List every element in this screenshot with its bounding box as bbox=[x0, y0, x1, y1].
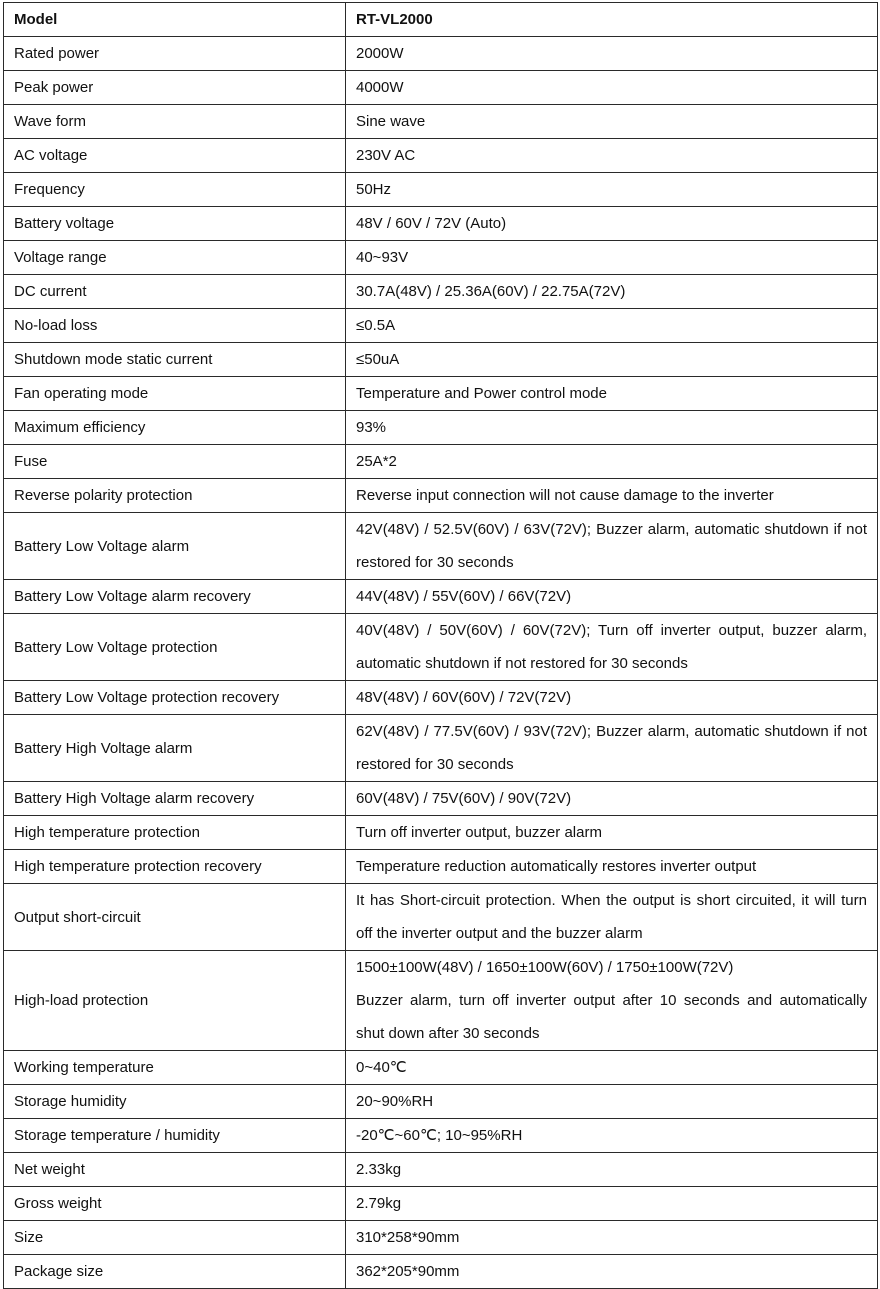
table-row bbox=[4, 1153, 878, 1187]
row-label: Net weight bbox=[4, 1153, 346, 1187]
row-value bbox=[346, 71, 878, 105]
row-label: Voltage range bbox=[4, 241, 346, 275]
row-value-line: 44V(48V) / 55V(60V) / 66V(72V) bbox=[356, 588, 572, 605]
table-row bbox=[4, 1051, 878, 1085]
table-row bbox=[4, 850, 878, 884]
row-value-line: 48V(48V) / 60V(60V) / 72V(72V) bbox=[356, 689, 572, 706]
row-value-line: 48V / 60V / 72V (Auto) bbox=[356, 215, 507, 232]
table-row bbox=[4, 1255, 878, 1289]
row-label: Reverse polarity protection bbox=[4, 479, 346, 513]
row-value bbox=[346, 614, 878, 681]
row-value-line: Reverse input connection will not cause damage to the inverter bbox=[356, 487, 774, 504]
row-value-line: Temperature and Power control mode bbox=[356, 385, 607, 402]
row-value bbox=[346, 1221, 878, 1255]
row-label: Rated power bbox=[4, 37, 346, 71]
row-value bbox=[346, 1187, 878, 1221]
table-row bbox=[4, 782, 878, 816]
row-value bbox=[346, 105, 878, 139]
row-value-line: 93% bbox=[356, 419, 387, 436]
row-label: Working temperature bbox=[4, 1051, 346, 1085]
row-label: Shutdown mode static current bbox=[4, 343, 346, 377]
table-row bbox=[4, 377, 878, 411]
row-label: Battery High Voltage alarm recovery bbox=[4, 782, 346, 816]
row-label: Gross weight bbox=[4, 1187, 346, 1221]
row-label: Battery Low Voltage protection bbox=[4, 614, 346, 681]
row-value bbox=[346, 884, 878, 951]
row-value bbox=[346, 309, 878, 343]
table-row bbox=[4, 343, 878, 377]
table-row bbox=[4, 105, 878, 139]
table-row bbox=[4, 1119, 878, 1153]
row-label: Wave form bbox=[4, 105, 346, 139]
row-label: Fuse bbox=[4, 445, 346, 479]
row-value-line: 2.79kg bbox=[356, 1195, 402, 1212]
row-value-line: 40V(48V) / 50V(60V) / 60V(72V); Turn off inverter output, buzzer alarm, automatic shutdown if not restored for 30 seconds bbox=[356, 622, 867, 672]
row-label: High temperature protection bbox=[4, 816, 346, 850]
row-label: Battery Low Voltage protection recovery bbox=[4, 681, 346, 715]
row-value-line: 4000W bbox=[356, 79, 404, 96]
row-value-line: 230V AC bbox=[356, 147, 416, 164]
table-row bbox=[4, 309, 878, 343]
row-value-line: ≤0.5A bbox=[356, 317, 396, 334]
table-row bbox=[4, 1085, 878, 1119]
row-value bbox=[346, 343, 878, 377]
row-label: High temperature protection recovery bbox=[4, 850, 346, 884]
header-value: RT-VL2000 bbox=[346, 3, 878, 37]
row-label: Maximum efficiency bbox=[4, 411, 346, 445]
row-label: High-load protection bbox=[4, 951, 346, 1051]
table-row bbox=[4, 411, 878, 445]
row-label: Frequency bbox=[4, 173, 346, 207]
table-row bbox=[4, 479, 878, 513]
row-value bbox=[346, 411, 878, 445]
row-value bbox=[346, 241, 878, 275]
row-label: Fan operating mode bbox=[4, 377, 346, 411]
table-row bbox=[4, 715, 878, 782]
row-value bbox=[346, 1153, 878, 1187]
table-row bbox=[4, 513, 878, 580]
row-value bbox=[346, 513, 878, 580]
row-label: Battery Low Voltage alarm recovery bbox=[4, 580, 346, 614]
row-value bbox=[346, 681, 878, 715]
row-label: Storage temperature / humidity bbox=[4, 1119, 346, 1153]
row-value-line: 62V(48V) / 77.5V(60V) / 93V(72V); Buzzer alarm, automatic shutdown if not restored for 30 seconds bbox=[356, 723, 867, 773]
row-label: Battery High Voltage alarm bbox=[4, 715, 346, 782]
row-value bbox=[346, 139, 878, 173]
table-row bbox=[4, 1187, 878, 1221]
row-value bbox=[346, 816, 878, 850]
row-label: Output short-circuit bbox=[4, 884, 346, 951]
table-row bbox=[4, 681, 878, 715]
row-value bbox=[346, 1051, 878, 1085]
table-row bbox=[4, 445, 878, 479]
table-row bbox=[4, 614, 878, 681]
row-value-line: 60V(48V) / 75V(60V) / 90V(72V) bbox=[356, 790, 572, 807]
table-row bbox=[4, 951, 878, 1051]
row-value-line: 2.33kg bbox=[356, 1161, 402, 1178]
row-value-line: 20~90%RH bbox=[356, 1093, 434, 1110]
row-label: Battery Low Voltage alarm bbox=[4, 513, 346, 580]
row-value-line: 1500±100W(48V) / 1650±100W(60V) / 1750±100W(72V) bbox=[356, 959, 734, 976]
row-label: Storage humidity bbox=[4, 1085, 346, 1119]
table-row bbox=[4, 241, 878, 275]
row-value bbox=[346, 1119, 878, 1153]
row-value-line: It has Short-circuit protection. When the output is short circuited, it will turn off the inverter output and the buzzer alarm bbox=[356, 892, 867, 942]
table-row bbox=[4, 173, 878, 207]
table-row bbox=[4, 580, 878, 614]
row-value bbox=[346, 377, 878, 411]
row-label: Package size bbox=[4, 1255, 346, 1289]
row-label: No-load loss bbox=[4, 309, 346, 343]
row-value-line: 40~93V bbox=[356, 249, 409, 266]
table-header-row bbox=[4, 3, 878, 37]
row-value bbox=[346, 37, 878, 71]
row-label: Battery voltage bbox=[4, 207, 346, 241]
row-value bbox=[346, 782, 878, 816]
row-value bbox=[346, 207, 878, 241]
row-value-line: 362*205*90mm bbox=[356, 1263, 460, 1280]
row-value-line: Turn off inverter output, buzzer alarm bbox=[356, 824, 602, 841]
row-value bbox=[346, 715, 878, 782]
row-label: AC voltage bbox=[4, 139, 346, 173]
spec-table bbox=[3, 2, 878, 1289]
row-value bbox=[346, 1085, 878, 1119]
row-value-line: 42V(48V) / 52.5V(60V) / 63V(72V); Buzzer alarm, automatic shutdown if not restored for 30 seconds bbox=[356, 521, 867, 571]
row-value bbox=[346, 951, 878, 1051]
table-row bbox=[4, 1221, 878, 1255]
row-value-line: 310*258*90mm bbox=[356, 1229, 460, 1246]
header-label: Model bbox=[4, 3, 346, 37]
table-row bbox=[4, 275, 878, 309]
row-value-line: 50Hz bbox=[356, 181, 392, 198]
row-value bbox=[346, 580, 878, 614]
row-value-line: ≤50uA bbox=[356, 351, 400, 368]
row-value-line: 25A*2 bbox=[356, 453, 397, 470]
row-value bbox=[346, 445, 878, 479]
row-value-line: 0~40℃ bbox=[356, 1059, 407, 1076]
row-value bbox=[346, 173, 878, 207]
row-value-line: 30.7A(48V) / 25.36A(60V) / 22.75A(72V) bbox=[356, 283, 626, 300]
table-row bbox=[4, 207, 878, 241]
row-label: Peak power bbox=[4, 71, 346, 105]
row-value bbox=[346, 850, 878, 884]
row-value-line: Temperature reduction automatically restores inverter output bbox=[356, 858, 757, 875]
row-label: Size bbox=[4, 1221, 346, 1255]
table-row bbox=[4, 139, 878, 173]
table-row bbox=[4, 37, 878, 71]
row-value-line: 2000W bbox=[356, 45, 404, 62]
table-row bbox=[4, 71, 878, 105]
row-value-line: Sine wave bbox=[356, 113, 426, 130]
row-value bbox=[346, 1255, 878, 1289]
row-value bbox=[346, 479, 878, 513]
row-value-line: -20℃~60℃; 10~95%RH bbox=[356, 1127, 523, 1144]
table-row bbox=[4, 816, 878, 850]
row-value-line: Buzzer alarm, turn off inverter output after 10 seconds and automatically shut down after 30 seconds bbox=[356, 992, 867, 1042]
row-value bbox=[346, 275, 878, 309]
table-row bbox=[4, 884, 878, 951]
row-label: DC current bbox=[4, 275, 346, 309]
spec-table-body bbox=[4, 3, 878, 1289]
